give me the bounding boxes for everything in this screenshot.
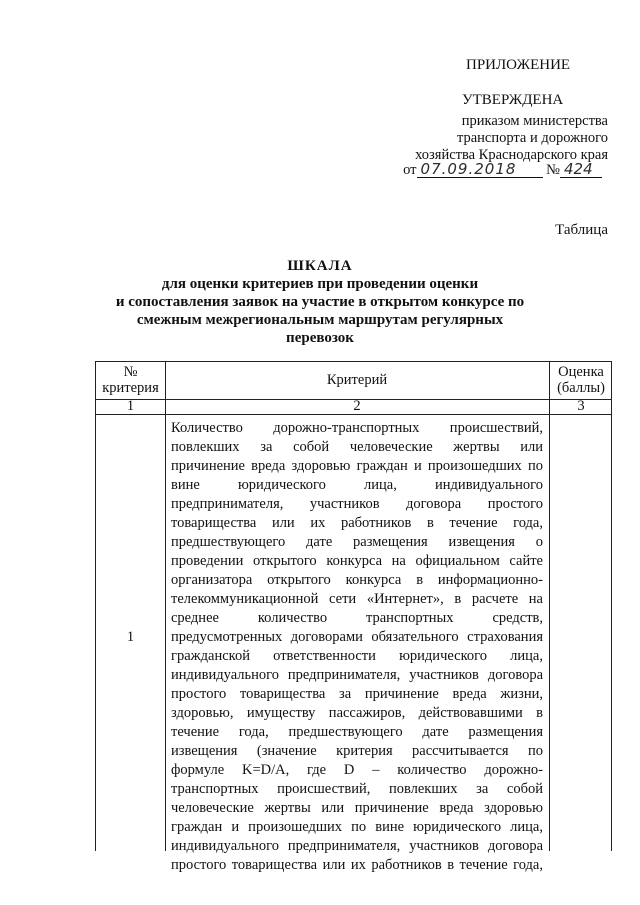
column-number-3: 3 — [577, 398, 585, 414]
column-divider — [549, 362, 550, 851]
column-number-2: 2 — [353, 398, 361, 414]
number-prefix: № — [546, 162, 560, 178]
table-label: Таблица — [555, 222, 608, 238]
criterion-text-line: человеческие жертвы или причинение вреда здоровью — [171, 800, 543, 816]
criterion-text-line: товарищества или их работников в течение года, — [171, 515, 543, 531]
header-number-line-2: критерия — [102, 380, 159, 396]
column-number-1: 1 — [126, 398, 135, 414]
criterion-text-line: гражданской ответственности юридического лица, — [171, 648, 543, 664]
document-title: ШКАЛА — [287, 258, 353, 274]
criterion-text-line: индивидуального предпринимателя, участников договора — [171, 838, 543, 854]
criterion-text-line: вине юридического лица, индивидуального — [171, 477, 543, 493]
handwritten-date: 07.09.2018 — [417, 162, 543, 178]
criterion-text-line: среднее количество транспортных средств, — [171, 610, 543, 626]
row-divider — [96, 414, 611, 415]
criteria-table — [95, 361, 612, 873]
criterion-text-line: здоровью, имуществу пассажиров, действовавшими в — [171, 705, 543, 721]
approved-label: УТВЕРЖДЕНА — [462, 92, 564, 108]
handwritten-number: 424 — [560, 162, 602, 178]
appendix-label: ПРИЛОЖЕНИЕ — [466, 57, 571, 73]
criterion-text-line: простого товарищества за причинение вреда жизни, — [171, 686, 543, 702]
criterion-text-line: телекоммуникационной сети «Интернет», в расчете на — [171, 591, 543, 607]
decree-line-2: транспорта и дорожного — [456, 130, 608, 146]
criterion-text-line: транспортных происшествий, повлекших за собой — [171, 781, 543, 797]
document-subtitle-line-3: смежным межрегиональным маршрутам регулярных — [136, 312, 504, 328]
criterion-text-line: проведении открытого конкурса на официальном сайте — [171, 553, 543, 569]
header-criterion: Критерий — [326, 372, 388, 388]
criterion-text-line: простого товарищества или их работников в течение года, — [171, 857, 543, 873]
document-subtitle-line-1: для оценки критериев при проведении оценки — [161, 276, 479, 292]
criterion-text-line: предшествующего дате размещения извещения о — [171, 534, 543, 550]
criterion-text-line: индивидуального предпринимателя, участников договора — [171, 667, 543, 683]
criterion-text-line: Количество дорожно-транспортных происшествий, — [171, 420, 543, 436]
column-divider — [165, 362, 166, 851]
header-criterion-number — [96, 364, 165, 396]
decree-line-3: хозяйства Краснодарского края — [415, 147, 608, 163]
criterion-text-line: извещения (значение критерия рассчитывается по — [171, 743, 543, 759]
criterion-text-line: организатора открытого конкурса в информационно- — [171, 572, 543, 588]
document-subtitle-line-2: и сопоставления заявок на участие в открытом конкурсе по — [115, 294, 525, 310]
header-score — [549, 364, 613, 396]
criterion-text-line: предпринимателя, участников договора простого — [171, 496, 543, 512]
document-subtitle-line-4: перевозок — [286, 330, 354, 346]
criterion-text-line: причинение вреда здоровью граждан и произошедших по — [171, 458, 543, 474]
criterion-text-line: предусмотренных договорами обязательного страхования — [171, 629, 543, 645]
criterion-text-line: повлекших за собой человеческие жертвы или — [171, 439, 543, 455]
header-score-line-1: Оценка — [558, 364, 604, 380]
criterion-text-line: граждан и произошедших по вине юридического лица, — [171, 819, 543, 835]
criterion-text-line: формуле K=D/A, где D – количество дорожно- — [171, 762, 543, 778]
decree-date-number — [403, 162, 602, 179]
header-number-line-1: № — [123, 364, 138, 380]
criterion-text-line: течение года, предшествующего дате размещения — [171, 724, 543, 740]
date-prefix: от — [403, 162, 417, 178]
row-criterion-number: 1 — [126, 629, 135, 645]
criterion-description — [171, 419, 543, 875]
header-score-line-2: (баллы) — [557, 380, 605, 396]
decree-line-1: приказом министерства — [461, 113, 608, 129]
